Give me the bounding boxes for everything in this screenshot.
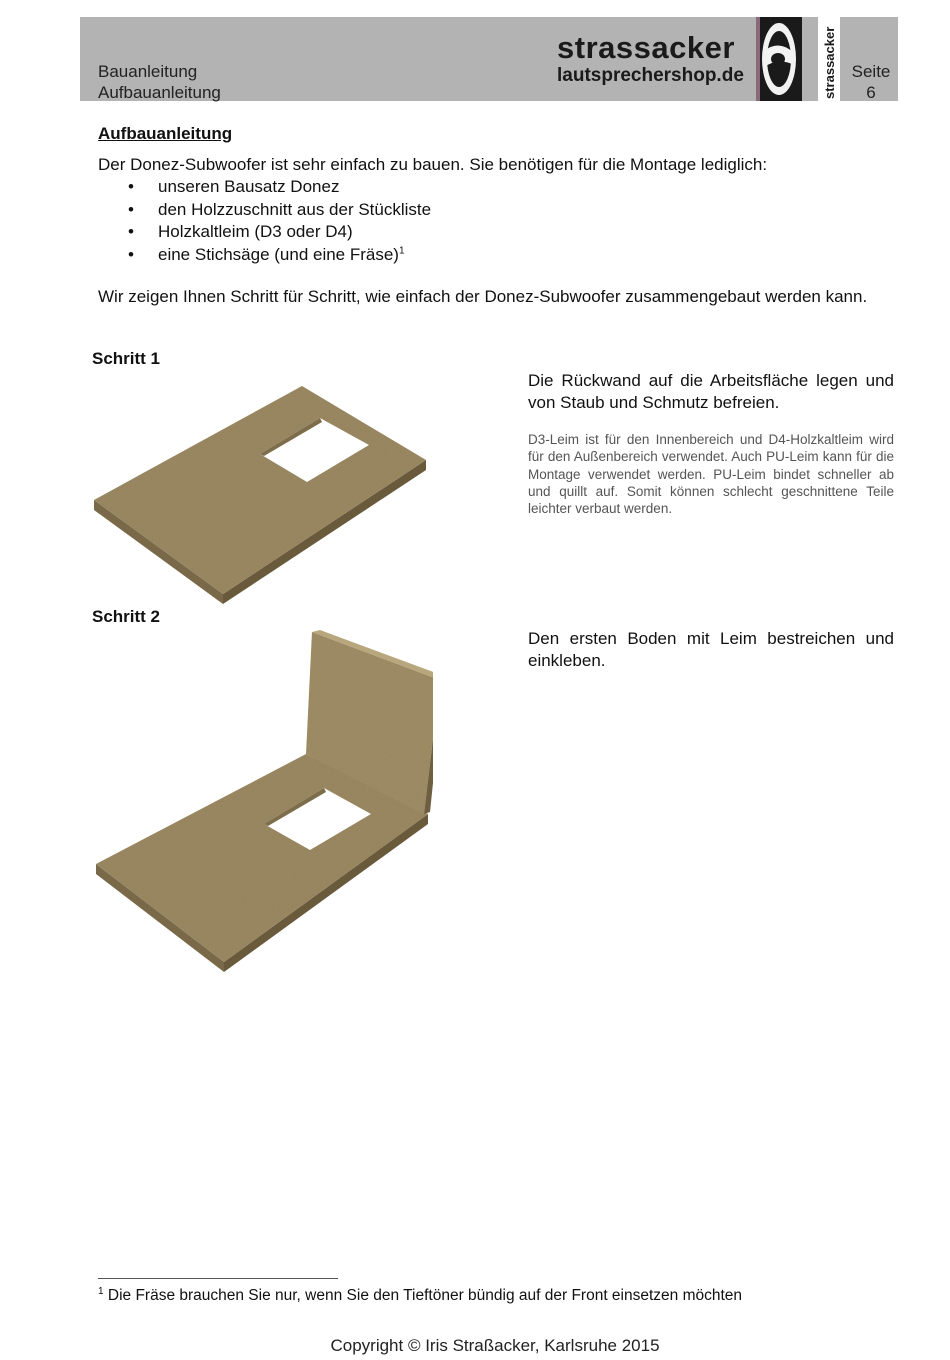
list-item: • Holzkaltleim (D3 oder D4) [98,221,431,244]
footnote-divider [98,1278,338,1279]
page-number: 6 [866,83,876,102]
list-item: • unseren Bausatz Donez [98,176,431,199]
step-2-label: Schritt 2 [92,607,161,626]
list-item: • eine Stichsäge (und eine Fräse)$^1$ [98,244,431,267]
header-line-2: Aufbauanleitung [98,83,221,102]
copyright-footer: Copyright © Iris Straßacker, Karlsruhe 2015 [330,1336,660,1355]
logo-wordmark: strassacker [557,30,735,65]
footnote-text: Die Fräse brauchen Sie nur, wenn Sie den Tieftöner bündig auf der Front einsetzen möchten [107,1287,743,1304]
footnote-reference[interactable]: 1 [398,244,405,256]
logo-subtitle: lautsprechershop.de [557,65,744,86]
materials-list [98,176,431,266]
list-item: • den Holzzuschnitt aus der Stückliste [98,199,431,222]
intro-paragraph-2: Wir zeigen Ihnen Schritt für Schritt, wie einfach der Donez-Subwoofer zusammengebaut werden kann. [98,287,868,306]
speaker-logo-icon [756,17,802,101]
step-1-note: D3-Leim ist für den Innenbereich und D4-Holzkaltleim wird für den Außenbereich verwendet. Auch PU-Leim kann für die Montage verwendet werden. PU-Leim bindet schneller ab und quillt auf. Somit können schlecht geschnittene Teile leichter verbaut werden. [528,432,894,517]
footnote-number: 1 [98,1285,104,1297]
logo-vertical-text: strassacker [822,26,837,99]
footnote [98,1286,742,1306]
step-1-text: Die Rückwand auf die Arbeitsfläche legen und von Staub und Schmutz befreien. [528,371,894,412]
logo-vertical-wordmark [818,17,840,101]
page-label: Seite [851,62,891,81]
step-1-board-illustration [88,382,433,607]
step-2-text: Den ersten Boden mit Leim bestreichen und einkleben. [528,629,894,670]
intro-text: Der Donez-Subwoofer ist sehr einfach zu bauen. Sie benötigen für die Montage lediglich: [98,155,768,174]
page-number-box [838,61,904,103]
header-line-1: Bauanleitung [98,62,198,81]
step-2-board-illustration [88,628,433,978]
header-title [98,61,221,103]
page-header [80,17,898,101]
step-1-label: Schritt 1 [92,349,161,368]
section-title: Aufbauanleitung [98,124,233,143]
